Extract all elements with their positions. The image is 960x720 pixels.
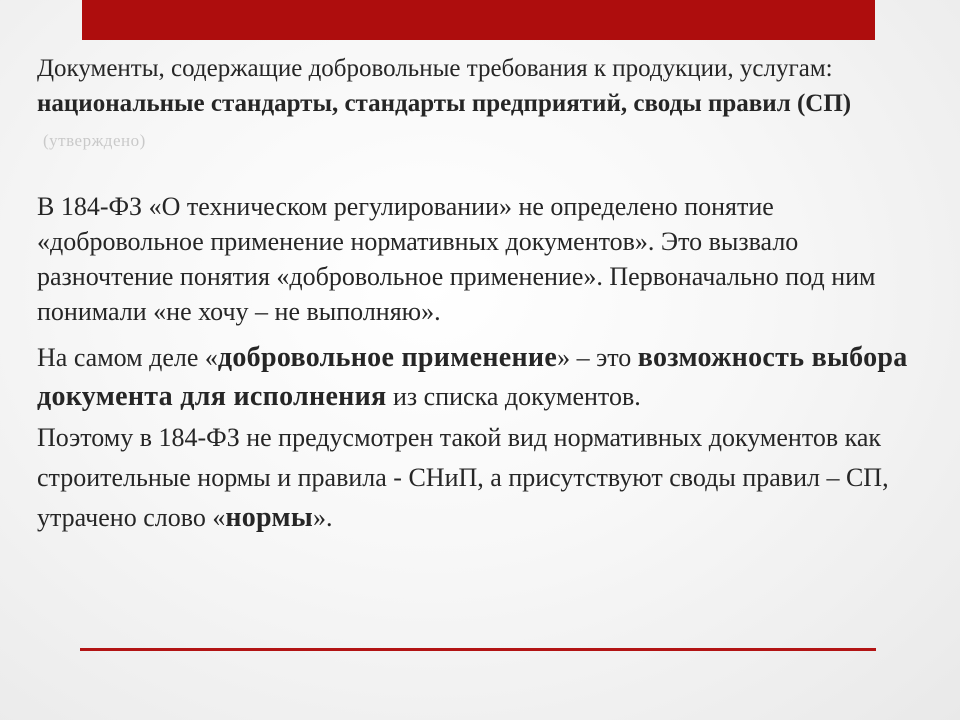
paragraph4-part1: Поэтому в 184-ФЗ не предусмотрен такой вид нормативных документов как строительные нормы и правила - СНиП, а присутствуют своды правил – СП, утрачено слово « (37, 423, 889, 532)
top-accent-bar (82, 0, 875, 40)
paragraph3-bold2: возможность выбора документа для исполнения (37, 342, 908, 412)
paragraph3-part3: из списка документов. (386, 382, 641, 411)
paragraph-voluntary-documents (37, 51, 937, 158)
paragraph3-part1: На самом деле « (37, 343, 218, 372)
paragraph1-faint-note: (утверждено) (43, 131, 146, 150)
slide-body (37, 51, 937, 538)
paragraph-snip-absent (37, 418, 937, 538)
paragraph4-bold: нормы (225, 502, 314, 533)
paragraph3-part2: » – это (557, 343, 638, 372)
paragraph-184-fz: В 184-ФЗ «О техническом регулировании» не определено понятие «добровольное применение нормативных документов». Это вызвало разночтение понятия «добровольное применение». Первоначально под ним понимали «не хочу – не выполняю». (37, 192, 876, 326)
paragraph1-bold: национальные стандарты, стандарты предприятий, своды правил (СП) (37, 90, 852, 117)
paragraph-actual-meaning (37, 338, 937, 416)
bottom-divider-line (80, 648, 876, 651)
paragraph3-bold1: добровольное применение (217, 342, 558, 373)
paragraph4-part2: ». (313, 503, 333, 532)
paragraph1-text: Документы, содержащие добровольные требования к продукции, услугам: (37, 55, 833, 82)
